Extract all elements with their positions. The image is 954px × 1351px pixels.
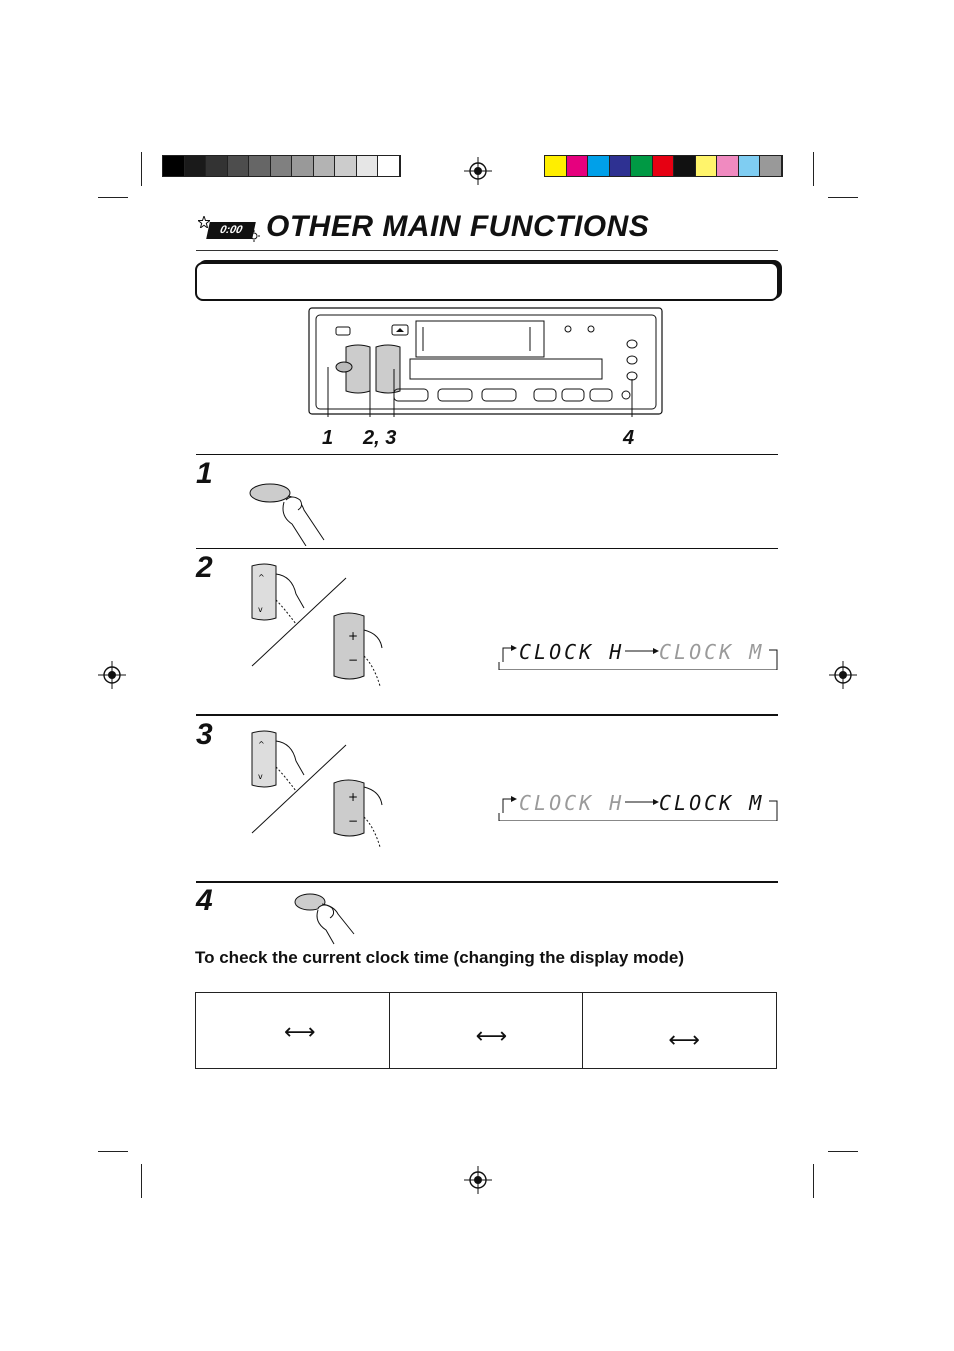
svg-text:+: + [348,790,359,804]
clock-hour-label: CLOCK H [519,791,625,815]
color-calibration-strip [544,155,783,177]
color-swatch [739,156,761,176]
step-divider [196,548,778,549]
page-title-row [196,210,778,251]
color-swatch [631,156,653,176]
color-swatch [674,156,696,176]
crop-mark [141,152,142,186]
clock-minute-label: CLOCK M [659,640,765,664]
crop-mark [813,152,814,186]
press-button-icon [292,890,362,946]
page-title: OTHER MAIN FUNCTIONS [266,210,650,243]
step-number: 4 [196,884,213,917]
clock-check-subheading: To check the current clock time (changing the display mode) [195,948,685,967]
clock-display-badge: 0:00 [206,222,256,239]
color-swatch [588,156,610,176]
display-mode-cell [390,993,584,1068]
registration-mark-icon [829,661,857,689]
color-swatch [545,156,567,176]
callout-label: 1 [322,427,334,449]
crop-mark [98,1151,128,1152]
grayscale-calibration-strip [162,155,401,177]
callout-label: 4 [623,427,635,449]
double-arrow-icon: ⟷ [284,1020,316,1045]
clock-minute-label: CLOCK M [659,791,765,815]
crop-mark [813,1164,814,1198]
svg-text:−: − [348,814,359,828]
svg-text:v: v [258,605,263,614]
double-arrow-icon: ⟷ [668,1028,700,1053]
select-and-adjust-icon [248,560,388,690]
svg-text:^: ^ [258,573,265,582]
press-button-icon [248,476,328,546]
sun-icon [248,230,260,242]
color-swatch [567,156,589,176]
registration-mark-icon [464,1166,492,1194]
grayscale-swatch [206,156,228,176]
grayscale-swatch [271,156,293,176]
step-number: 1 [196,457,213,490]
display-mode-table [195,992,777,1069]
double-arrow-icon: ⟷ [475,1024,508,1049]
grayscale-swatch [185,156,207,176]
crop-mark [828,1151,858,1152]
svg-text:^: ^ [258,740,265,749]
color-swatch [653,156,675,176]
clock-hour-label: CLOCK H [519,640,625,664]
svg-text:−: − [348,653,359,667]
color-swatch [717,156,739,176]
crop-mark [98,197,128,198]
display-mode-cell [583,993,776,1068]
clock-adjust-display-minute [497,791,777,815]
step-divider [196,714,778,716]
crop-mark [828,197,858,198]
select-and-adjust-icon [248,727,388,857]
section-heading-bar [195,262,779,301]
display-mode-cell [196,993,390,1068]
step-divider [196,454,778,455]
grayscale-swatch [292,156,314,176]
grayscale-swatch [163,156,185,176]
color-swatch [696,156,718,176]
crop-mark [141,1164,142,1198]
step-divider [196,881,778,883]
color-swatch [760,156,782,176]
color-swatch [610,156,632,176]
registration-mark-icon [98,661,126,689]
grayscale-swatch [314,156,336,176]
grayscale-swatch [378,156,400,176]
registration-mark-icon [464,157,492,185]
svg-text:+: + [348,629,359,643]
clock-adjust-display-hour [497,640,777,664]
step-number: 2 [196,551,213,584]
step-number: 3 [196,718,213,751]
svg-text:v: v [258,772,263,781]
grayscale-swatch [249,156,271,176]
grayscale-swatch [357,156,379,176]
car-stereo-faceplate-illustration [308,307,664,417]
grayscale-swatch [228,156,250,176]
callout-label: 2, 3 [363,427,397,449]
grayscale-swatch [335,156,357,176]
